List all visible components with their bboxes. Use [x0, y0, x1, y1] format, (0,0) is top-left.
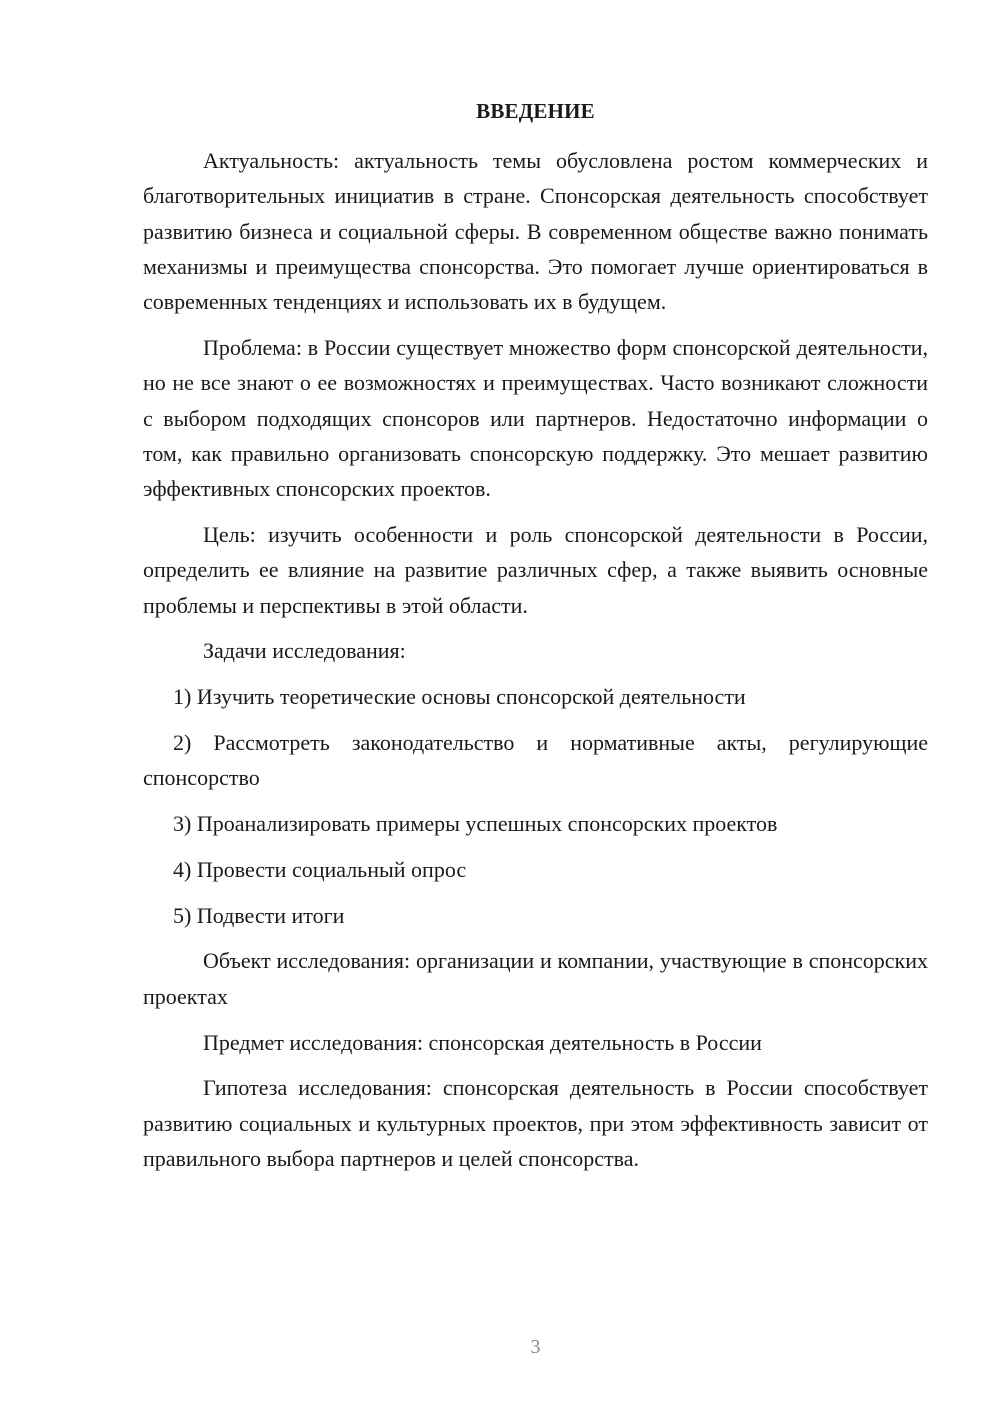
tasks-heading: Задачи исследования:	[203, 638, 406, 664]
task-item-4: 4) Провести социальный опрос	[173, 856, 467, 882]
document-body	[143, 143, 928, 1187]
object-paragraph: Объект исследования: организации и компании, участвующие в спонсорских проектах	[143, 948, 928, 1009]
goal-paragraph: Цель: изучить особенности и роль спонсорской деятельности в России, определить ее влияние на развитие различных сфер, а также выявить основные проблемы и перспективы в этой области.	[143, 521, 928, 618]
task-item-5: 5) Подвести итоги	[173, 902, 345, 928]
relevance-paragraph: Актуальность: актуальность темы обусловлена ростом коммерческих и благотворительных инициатив в стране. Спонсорская деятельность способствует развитию бизнеса и социальной сферы. В современном обществе важно понимать механизмы и преимущества спонсорства. Это помогает лучше ориентироваться в современных тенденциях и использовать их в будущем.	[143, 148, 928, 315]
document-page	[143, 0, 928, 1414]
hypothesis-paragraph: Гипотеза исследования: спонсорская деятельность в России способствует развитию социальных и культурных проектов, при этом эффективность зависит от правильного выбора партнеров и целей спонсорства.	[143, 1075, 928, 1171]
task-item-3: 3) Проанализировать примеры успешных спонсорских проектов	[173, 811, 778, 837]
page-title: ВВЕДЕНИЕ	[476, 99, 595, 123]
task-item-1: 1) Изучить теоретические основы спонсорской деятельности	[173, 684, 746, 710]
problem-paragraph: Проблема: в России существует множество форм спонсорской деятельности, но не все знают о ее возможностях и преимуществах. Часто возникают сложности с выбором подходящих спонсоров или партнеров. Недостаточно информации о том, как правильно организовать спонсорскую поддержку. Это мешает развитию эффективных спонсорских проектов.	[143, 334, 928, 502]
task-item-2: 2) Рассмотреть законодательство и нормативные акты, регулирующие спонсорство	[143, 729, 928, 791]
page-number: 3	[530, 1336, 541, 1358]
subject-paragraph: Предмет исследования: спонсорская деятельность в России	[203, 1029, 762, 1055]
